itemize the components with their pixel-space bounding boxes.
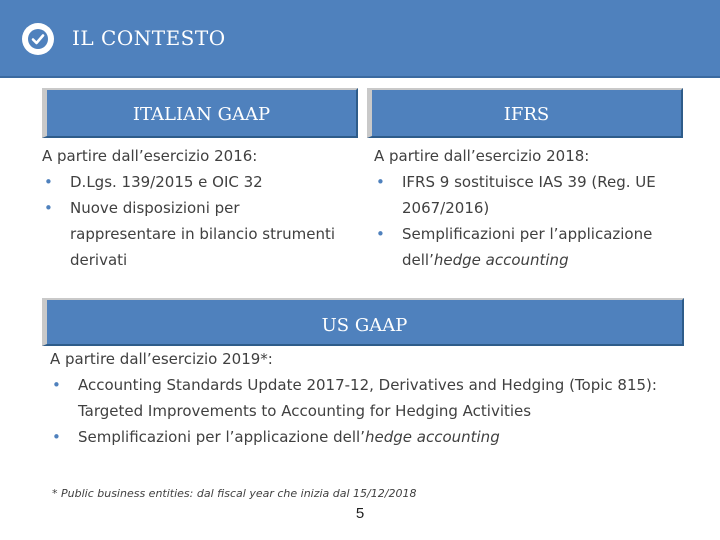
us-gaap-intro: A partire dall’esercizio 2019*: (50, 350, 273, 368)
italian-gaap-heading: ITALIAN GAAP (42, 88, 358, 138)
bullet-icon: • (44, 173, 53, 191)
italian-gaap-section (42, 143, 342, 273)
page-number: 5 (355, 505, 365, 522)
us-gaap-bullet-2: Semplificazioni per l’applicazione dell’ (78, 428, 365, 446)
list-item (42, 195, 342, 273)
ifrs-intro: A partire dall’esercizio 2018: (374, 147, 590, 165)
bullet-icon: • (376, 225, 385, 243)
italian-gaap-bullet-2: Nuove disposizioni per rappresentare in bilancio strumenti derivati (70, 199, 336, 269)
header-bar (0, 0, 720, 78)
ifrs-section (374, 143, 694, 273)
italian-gaap-bullet-1: D.Lgs. 139/2015 e OIC 32 (70, 173, 263, 191)
list-item (374, 169, 694, 221)
check-circle-icon (22, 23, 54, 55)
footnote: * Public business entities: dal fiscal year che inizia dal 15/12/2018 (52, 487, 417, 500)
list-item (42, 169, 342, 195)
list-item (50, 424, 690, 450)
ifrs-bullet-2-italic: hedge accounting (433, 251, 569, 269)
us-gaap-section (50, 346, 690, 450)
ifrs-bullet-2: Semplificazioni per l’applicazione dell’ (402, 225, 653, 269)
bullet-icon: • (52, 376, 61, 394)
page-title: IL CONTESTO (72, 26, 226, 50)
bullet-icon: • (52, 428, 61, 446)
list-item (50, 372, 690, 424)
ifrs-heading: IFRS (367, 88, 683, 138)
ifrs-bullet-1: IFRS 9 sostituisce IAS 39 (Reg. UE 2067/2016) (402, 173, 656, 217)
italian-gaap-intro: A partire dall’esercizio 2016: (42, 147, 258, 165)
list-item (374, 221, 694, 273)
us-gaap-bullet-2-italic: hedge accounting (364, 428, 500, 446)
bullet-icon: • (44, 199, 53, 217)
us-gaap-heading: US GAAP (42, 298, 684, 346)
bullet-icon: • (376, 173, 385, 191)
us-gaap-bullet-1: Accounting Standards Update 2017-12, Derivatives and Hedging (Topic 815): Targeted Improvements to Accounting for Hedging Activities (78, 376, 657, 420)
